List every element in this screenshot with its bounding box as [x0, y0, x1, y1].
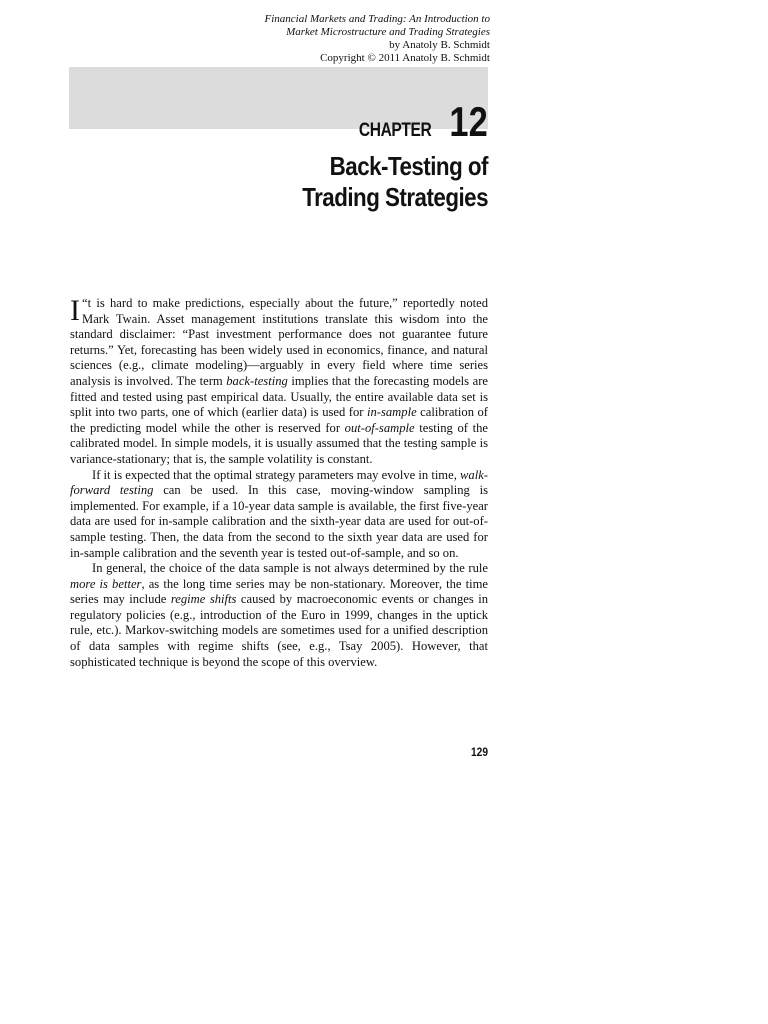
chapter-number: 12 [449, 98, 488, 145]
book-citation-header [70, 13, 490, 65]
term-more-is-better: more is better [70, 576, 142, 591]
paragraph-2-text-1: If it is expected that the optimal strategy parameters may evolve in time, [92, 467, 461, 482]
term-walk-forward-testing: walk-forward testing [70, 467, 488, 498]
book-copyright: Copyright © 2011 Anatoly B. Schmidt [320, 52, 490, 64]
chapter-word: CHAPTER [358, 120, 432, 141]
book-title-line-2: Market Microstructure and Trading Strategies [286, 26, 490, 38]
term-in-sample: in-sample [366, 405, 417, 420]
paragraph-1-text-4: testing of the calibrated model. In simple models, it is usually assumed that the testing sample is variance-stationary; that is, the sample volatility is constant. [70, 420, 489, 466]
paragraph-1-text-1: t is hard to make predictions, especially about the future,” reportedly noted Mark Twain. Asset management institutions translate this wisdom into the standard disclaimer: “Past investment performance does not guarantee future returns.” Yet, forecasting has been widely used in economics, finance, and natural sciences (e.g., climate modeling)—arguably in every field where time series analysis is involved. The term [70, 296, 488, 388]
paragraph-1-text-3: calibration of the predicting model while the other is reserved for [70, 405, 489, 435]
paragraph-3-text-3: caused by macroeconomic events or changes in regulatory policies (e.g., introduction of the Euro in 1999, changes in the uptick rule, etc.). Markov-switching models are sometimes used for a unified description of data samples with regime shifts (see, e.g., Tsay 2005). However, that sophisticated technique is beyond the scope of this overview. [70, 592, 489, 669]
page-number: 129 [470, 745, 488, 759]
paragraph-1-text-2: implies that the forecasting models are fitted and tested using past empirical data. Usually, the entire available data set is split into two parts, one of which (earlier data) is used for [70, 373, 488, 420]
paragraph-3-text-1: In general, the choice of the data sample is not always determined by the rule [92, 561, 488, 576]
chapter-body-text [70, 296, 488, 670]
book-title-line-1: Financial Markets and Trading: An Introduction to [264, 13, 490, 25]
paragraph-2 [70, 468, 488, 562]
term-out-of-sample: out-of-sample [344, 420, 415, 435]
paragraph-3 [70, 561, 488, 670]
paragraph-2-text-2: can be used. In this case, moving-window sampling is implemented. For example, if a 10-year data sample is available, the first five-year data are used for in-sample calibration and the sixth-year data are used for out-of-sample testing. Then, the data from the second to the sixth year data are used for in-sample calibration and the seventh year is tested out-of-sample, and so on. [70, 483, 488, 560]
paragraph-1 [70, 296, 488, 468]
term-back-testing: back-testing [226, 373, 288, 388]
opening-quote: “ [82, 296, 88, 310]
book-author: by Anatoly B. Schmidt [389, 39, 490, 51]
paragraph-3-text-2: , as the long time series may be non-stationary. Moreover, the time series may include [70, 576, 488, 607]
chapter-label [343, 98, 488, 145]
chapter-title-line-2: Trading Strategies [302, 182, 488, 212]
term-regime-shifts: regime shifts [170, 592, 237, 607]
drop-cap: I [70, 294, 80, 327]
chapter-title-line-1: Back-Testing of [329, 151, 488, 181]
chapter-title [108, 151, 488, 213]
